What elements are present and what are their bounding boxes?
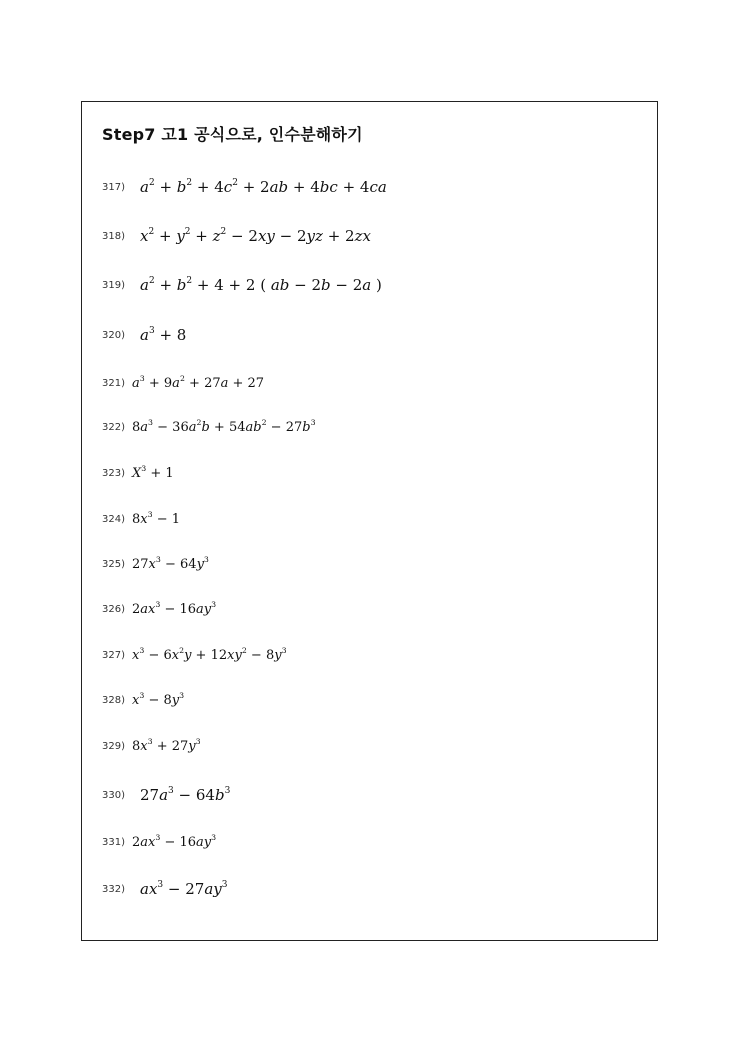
problem-324 <box>102 507 180 531</box>
problem-expression: $27a^3 - 64b^3$ <box>140 785 231 804</box>
problem-323 <box>102 461 174 485</box>
problem-number: 330) <box>102 789 125 801</box>
problem-number: 332) <box>102 883 125 895</box>
problem-expression: $ax^3 - 27ay^3$ <box>140 879 228 898</box>
problem-320 <box>102 323 186 347</box>
problem-expression: $x^3 - 6x^2y + 12xy^2 - 8y^3$ <box>132 645 287 663</box>
problem-expression: $2ax^3 - 16ay^3$ <box>132 599 217 617</box>
problem-expression: $X^3 + 1$ <box>132 463 174 481</box>
problem-number: 317) <box>102 181 125 193</box>
problem-332 <box>102 877 228 901</box>
problem-319 <box>102 273 382 297</box>
problem-expression: $a^2 + b^2 + 4c^2 + 2ab + 4bc + 4ca$ <box>140 177 387 196</box>
problem-expression: $a^2 + b^2 + 4 + 2$ ( ab − 2b − 2a ) <box>140 275 382 294</box>
problem-number: 319) <box>102 279 125 291</box>
problem-expression: $a^3 + 8$ <box>140 325 187 344</box>
problem-317 <box>102 175 387 199</box>
problem-331 <box>102 830 216 854</box>
problem-expression: $8x^3 + 27y^3$ <box>132 736 201 754</box>
problem-number: 318) <box>102 230 125 242</box>
problem-330 <box>102 783 230 807</box>
problem-number: 329) <box>102 740 125 752</box>
page-title: Step7 고1 공식으로, 인수분해하기 <box>102 125 363 144</box>
problem-number: 325) <box>102 558 125 570</box>
problem-322 <box>102 415 316 439</box>
problem-number: 320) <box>102 329 125 341</box>
problem-expression: $x^3 - 8y^3$ <box>132 690 185 708</box>
problem-327 <box>102 643 287 667</box>
problem-321 <box>102 371 264 395</box>
problem-328 <box>102 688 184 712</box>
problem-329 <box>102 734 201 758</box>
problem-number: 323) <box>102 467 125 479</box>
problem-number: 324) <box>102 513 125 525</box>
problem-number: 321) <box>102 377 125 389</box>
problem-expression: $2ax^3 - 16ay^3$ <box>132 832 217 850</box>
problem-expression: $8a^3 - 36a^2b + 54ab^2 - 27b^3$ <box>132 417 316 435</box>
problem-expression: $27x^3 - 64y^3$ <box>132 554 209 572</box>
problem-325 <box>102 552 209 576</box>
problem-expression: $8x^3 - 1$ <box>132 509 181 527</box>
problem-326 <box>102 597 216 621</box>
problem-number: 327) <box>102 649 125 661</box>
worksheet-frame <box>81 101 658 941</box>
problem-expression: $a^3 + 9a^2 + 27a + 27$ <box>132 373 265 391</box>
problem-318 <box>102 224 371 248</box>
problem-expression: $x^2 + y^2 + z^2 - 2xy - 2yz + 2zx$ <box>140 226 371 245</box>
problem-number: 326) <box>102 603 125 615</box>
problem-number: 328) <box>102 694 125 706</box>
problem-number: 331) <box>102 836 125 848</box>
problem-number: 322) <box>102 421 125 433</box>
